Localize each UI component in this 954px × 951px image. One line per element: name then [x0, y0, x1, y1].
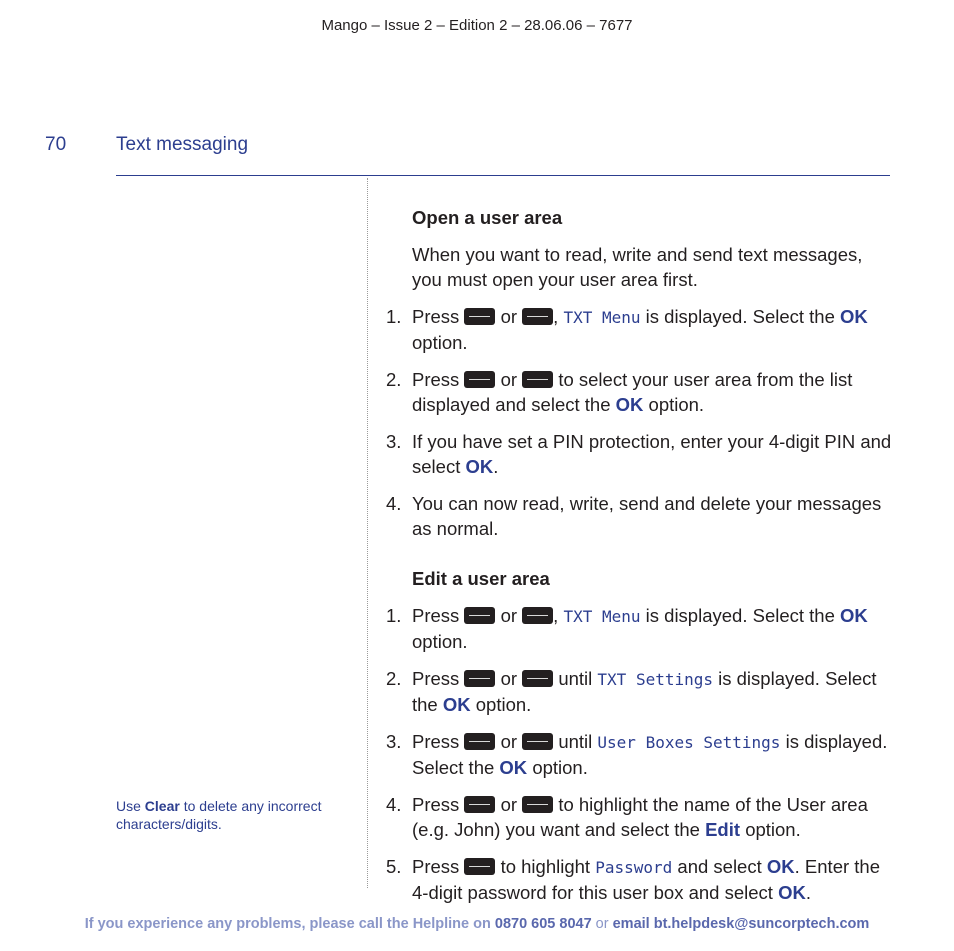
list-item	[386, 792, 896, 842]
menu-vol-up-key-icon	[464, 733, 495, 750]
lcd-text: Password	[595, 858, 673, 877]
step-text: or	[500, 306, 518, 327]
step-number: 3.	[386, 731, 402, 752]
step-text: until	[558, 668, 593, 689]
step-text: option.	[648, 394, 705, 415]
sidenote-clear: Clear	[144, 798, 180, 814]
ok-option: OK	[442, 694, 471, 715]
step-text: Press	[412, 731, 460, 752]
helpdesk-email: email bt.helpdesk@suncorptech.com	[612, 916, 870, 932]
ok-option: OK	[766, 856, 795, 877]
footer-helpline	[0, 916, 954, 932]
step-number: 1.	[386, 306, 402, 327]
step-text: Press	[412, 605, 460, 626]
step-number: 2.	[386, 668, 402, 689]
main-content	[386, 205, 896, 917]
step-text: or	[500, 794, 518, 815]
sidenote-rest: to delete any incorrect characters/digits.	[116, 798, 322, 832]
step-text: ,	[553, 306, 559, 327]
step-text: Press	[412, 856, 460, 877]
step-text: option.	[412, 631, 468, 652]
ok-option: OK	[465, 456, 494, 477]
step-number: 4.	[386, 493, 402, 514]
menu-vol-down-key-icon	[522, 371, 553, 388]
step-text: or	[500, 605, 518, 626]
page-number: 70	[45, 134, 67, 155]
intro-paragraph: When you want to read, write and send text messages, you must open your user area first.	[412, 244, 863, 290]
step-text: You can now read, write, send and delete your messages as normal.	[412, 493, 882, 539]
step-text: ,	[553, 605, 559, 626]
step-text: .	[493, 456, 499, 477]
step-text: option.	[745, 819, 801, 840]
ok-option: OK	[840, 605, 868, 626]
section-title: Text messaging	[116, 134, 249, 155]
step-text: Press	[412, 306, 460, 327]
step-text: option.	[475, 694, 532, 715]
ok-option: OK	[615, 394, 644, 415]
step-text: and select	[677, 856, 762, 877]
sidenote	[116, 797, 356, 833]
step-text: to select your user area from the list displayed and select the	[412, 369, 853, 415]
step-text: is displayed. Select the	[412, 668, 877, 715]
step-number: 4.	[386, 794, 402, 815]
header-rule	[116, 175, 890, 176]
step-number: 1.	[386, 605, 402, 626]
footer-text: If you experience any problems, please call the Helpline on	[84, 916, 491, 932]
menu-vol-up-key-icon	[464, 308, 495, 325]
step-text: is displayed. Select the	[645, 306, 835, 327]
list-item	[386, 367, 896, 417]
lcd-text: User Boxes Settings	[597, 733, 781, 752]
lcd-text: TXT Menu	[563, 308, 641, 327]
step-text: or	[500, 668, 518, 689]
step-text: Press	[412, 794, 460, 815]
menu-vol-down-key-icon	[522, 733, 553, 750]
heading-open-user-area: Open a user area	[412, 207, 563, 228]
list-item	[386, 603, 896, 654]
step-number: 2.	[386, 369, 402, 390]
column-divider	[367, 178, 368, 888]
step-text: .	[805, 882, 811, 903]
ok-option: OK	[499, 757, 528, 778]
step-number: 5.	[386, 856, 402, 877]
ok-option: OK	[778, 882, 806, 903]
lcd-text: TXT Menu	[563, 607, 641, 626]
menu-vol-down-key-icon	[522, 607, 553, 624]
step-text: or	[500, 369, 518, 390]
lcd-text: TXT Settings	[597, 670, 713, 689]
list-item	[386, 666, 896, 717]
step-text: to highlight	[500, 856, 591, 877]
list-item	[386, 429, 896, 479]
menu-vol-up-key-icon	[464, 371, 495, 388]
document-meta-line: Mango – Issue 2 – Edition 2 – 28.06.06 – 7677	[321, 17, 633, 34]
menu-vol-up-key-icon	[464, 670, 495, 687]
heading-edit-user-area: Edit a user area	[412, 568, 550, 589]
list-item	[386, 304, 896, 355]
step-number: 3.	[386, 431, 402, 452]
menu-vol-down-key-icon	[522, 670, 553, 687]
menu-vol-down-key-icon	[522, 796, 553, 813]
sidenote-use: Use	[116, 798, 141, 814]
step-text: Press	[412, 668, 460, 689]
step-text: is displayed. Select the	[412, 731, 888, 778]
list-item	[386, 491, 896, 541]
list-item	[386, 729, 896, 780]
menu-vol-down-key-icon	[464, 858, 495, 875]
step-text: to highlight the name of the User area (e.g. John) you want and select the	[412, 794, 868, 840]
helpline-phone: 0870 605 8047	[494, 916, 592, 932]
step-text: is displayed. Select the	[645, 605, 835, 626]
list-item	[386, 854, 896, 905]
menu-vol-down-key-icon	[522, 308, 553, 325]
step-text: If you have set a PIN protection, enter your 4-digit PIN and select	[412, 431, 892, 477]
menu-vol-up-key-icon	[464, 607, 495, 624]
step-text: Press	[412, 369, 460, 390]
step-text: . Enter the 4-digit password for this user box and select	[412, 856, 880, 903]
footer-or: or	[595, 916, 609, 932]
step-text: option.	[532, 757, 588, 778]
step-text: or	[500, 731, 518, 752]
step-text: until	[558, 731, 593, 752]
step-text: option.	[412, 332, 468, 353]
edit-option: Edit	[705, 819, 741, 840]
ok-option: OK	[840, 306, 868, 327]
menu-vol-up-key-icon	[464, 796, 495, 813]
